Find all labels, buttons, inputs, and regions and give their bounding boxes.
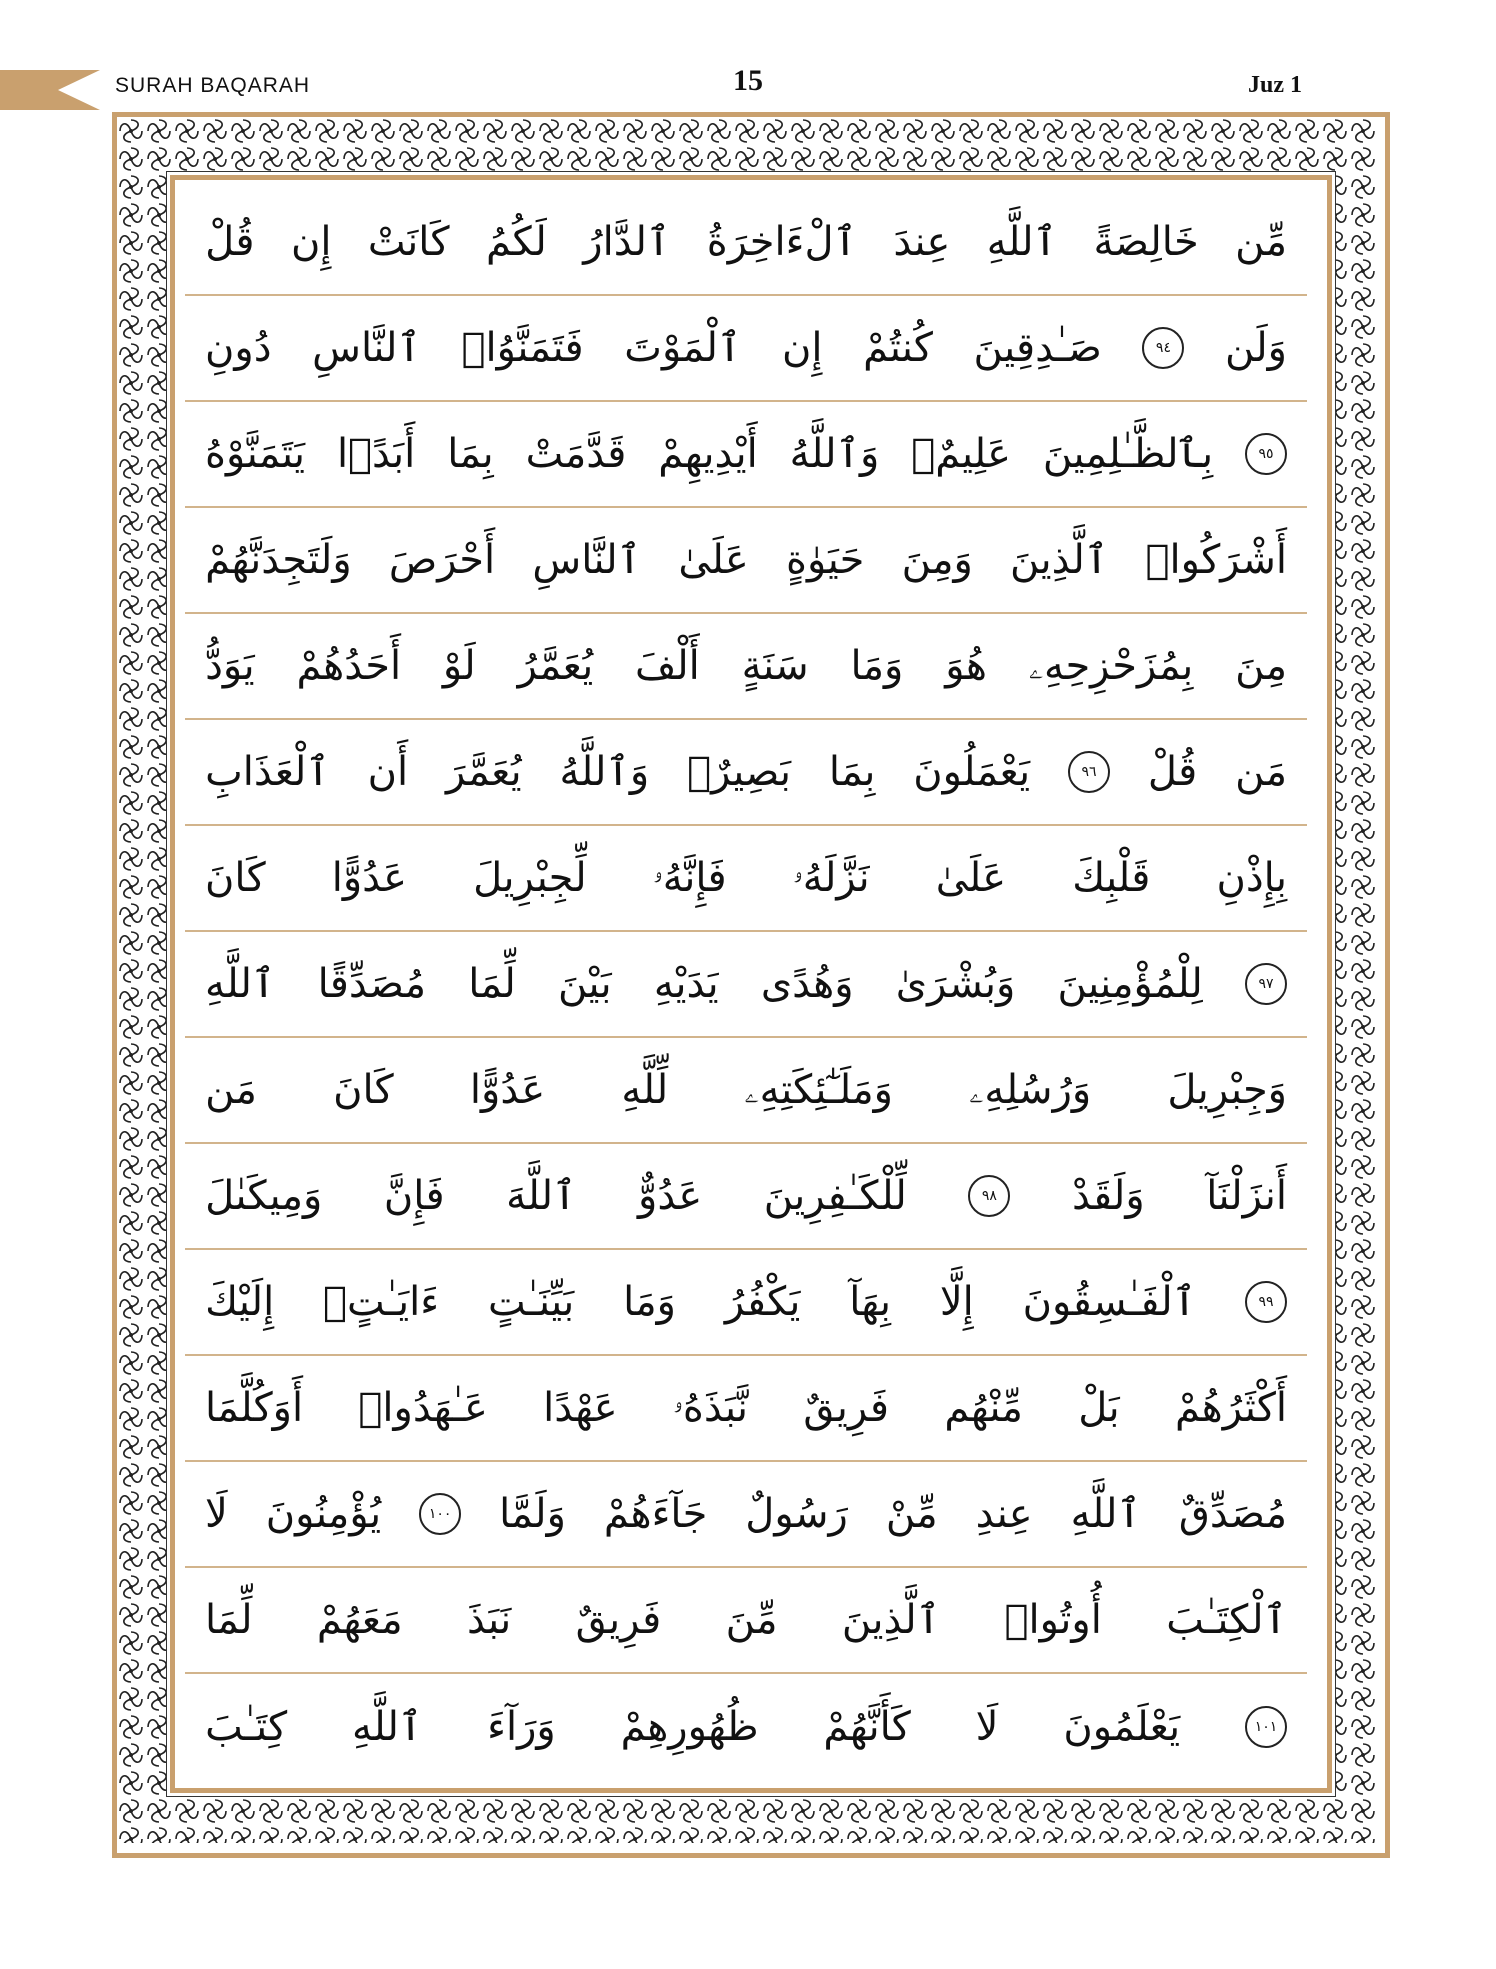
- verse-line: [185, 402, 1307, 508]
- verse-word: عَدُوًّا: [469, 1067, 546, 1113]
- verse-word: ءَايَـٰتٍۭ: [323, 1279, 440, 1325]
- verse-word: وَٱللَّهُ: [559, 749, 650, 795]
- verse-word: ٱلنَّاسِ: [312, 325, 421, 371]
- verse-word: يَكْفُرُ: [724, 1279, 801, 1325]
- verse-word: كَانَ: [333, 1067, 394, 1113]
- verse-word: مُصَدِّقٌ: [1178, 1491, 1287, 1537]
- verse-word: كُنتُمْ: [863, 325, 933, 371]
- verse-word: وَمِيكَىٰلَ: [205, 1173, 323, 1219]
- verse-word: كَانَتْ: [367, 219, 450, 265]
- verse-word: أَكْثَرُهُمْ: [1174, 1385, 1287, 1431]
- verse-word: ٱلْمَوْتَ: [624, 325, 742, 371]
- verse-line: [185, 1674, 1307, 1780]
- verse-word: وَجِبْرِيلَ: [1167, 1067, 1287, 1113]
- verse-word: وَلَن: [1225, 325, 1287, 371]
- ayah-number-marker: ٩٩: [1245, 1281, 1287, 1323]
- verse-word: حَيَوٰةٍ: [785, 537, 865, 583]
- verse-word: لِّمَا: [468, 961, 516, 1007]
- verse-word: صَـٰدِقِينَ: [973, 325, 1102, 371]
- verse-word: عَـٰهَدُوا۟: [358, 1385, 488, 1431]
- verse-word: عِندِ: [975, 1491, 1033, 1537]
- verse-word: أَبَدًۢا: [336, 431, 416, 477]
- ayah-number-marker: ٩٦: [1068, 751, 1110, 793]
- verse-word: بِإِذْنِ: [1216, 855, 1287, 901]
- verse-word: وَمَا: [850, 643, 904, 689]
- verse-line: [185, 1356, 1307, 1462]
- verse-word: وَلَقَدْ: [1071, 1173, 1145, 1219]
- verse-line: [185, 1144, 1307, 1250]
- verse-word: مِنَ: [1235, 643, 1287, 689]
- verse-word: أَحَدُهُمْ: [296, 643, 402, 689]
- verse-word: ٱلْعَذَابِ: [205, 749, 330, 795]
- juz-label: Juz 1: [1248, 72, 1302, 98]
- verse-word: مُصَدِّقًا: [317, 961, 427, 1007]
- verse-word: عَلِيمٌۢ: [911, 431, 1011, 477]
- ayah-number-marker: ١٠١: [1245, 1706, 1287, 1748]
- surah-title: SURAH BAQARAH: [115, 74, 311, 97]
- ayah-number-marker: ٩٨: [968, 1175, 1010, 1217]
- verse-word: بِمَا: [828, 749, 876, 795]
- verse-word: بِمَا: [447, 431, 494, 477]
- verse-word: وَمَلَـٰٓئِكَتِهِۦ: [744, 1067, 893, 1113]
- verse-line: [185, 1568, 1307, 1674]
- verse-line: [185, 720, 1307, 826]
- verse-word: إِن: [290, 219, 332, 265]
- verse-word: بَيِّنَـٰتٍ: [487, 1279, 575, 1325]
- verse-word: ٱللَّهِ: [1070, 1491, 1141, 1537]
- verse-word: أَشْرَكُوا۟: [1145, 537, 1287, 583]
- verse-lines: [185, 190, 1307, 1780]
- verse-word: ٱلنَّاسِ: [532, 537, 642, 583]
- verse-line: [185, 932, 1307, 1038]
- verse-word: كَانَ: [205, 855, 266, 901]
- verse-word: بَلْ: [1078, 1385, 1120, 1431]
- verse-word: قُلْ: [205, 219, 255, 265]
- verse-word: عَلَىٰ: [935, 855, 1007, 901]
- verse-word: ٱللَّهِ: [205, 961, 276, 1007]
- verse-word: جَآءَهُمْ: [603, 1491, 708, 1537]
- verse-word: عَلَىٰ: [678, 537, 749, 583]
- verse-word: يَوَدُّ: [205, 643, 255, 689]
- verse-word: مِّنْ: [885, 1491, 938, 1537]
- verse-word: كِتَـٰبَ: [205, 1704, 288, 1750]
- verse-word: يَعْمَلُونَ: [913, 749, 1031, 795]
- verse-word: أَحْرَصَ: [388, 537, 496, 583]
- verse-word: وَلَمَّا: [499, 1491, 566, 1537]
- verse-word: وَهُدًى: [760, 961, 854, 1007]
- verse-word: دُونِ: [205, 325, 272, 371]
- verse-word: وَمِنَ: [901, 537, 973, 583]
- verse-line: [185, 296, 1307, 402]
- verse-word: هُوَ: [945, 643, 987, 689]
- ayah-number-marker: ٩٧: [1245, 963, 1287, 1005]
- verse-word: وَلَتَجِدَنَّهُمْ: [205, 537, 352, 583]
- verse-word: نَبَذَ: [467, 1597, 512, 1643]
- verse-word: إِلَيْكَ: [205, 1279, 275, 1325]
- verse-word: ظُهُورِهِمْ: [620, 1704, 759, 1750]
- verse-word: لِّلْكَـٰفِرِينَ: [763, 1173, 907, 1219]
- verse-word: سَنَةٍ: [741, 643, 809, 689]
- verse-word: قَدَّمَتْ: [525, 431, 627, 477]
- verse-word: لِلْمُؤْمِنِينَ: [1057, 961, 1203, 1007]
- verse-word: يُعَمَّرَ: [446, 749, 522, 795]
- verse-word: لِّلَّهِ: [621, 1067, 669, 1113]
- verse-word: مَن: [1235, 749, 1287, 795]
- verse-word: مَعَهُمْ: [316, 1597, 403, 1643]
- verse-line: [185, 1250, 1307, 1356]
- verse-word: ٱلْءَاخِرَةُ: [706, 219, 857, 265]
- verse-word: مِّنَ: [725, 1597, 778, 1643]
- verse-word: ٱلَّذِينَ: [841, 1597, 941, 1643]
- verse-word: يُؤْمِنُونَ: [265, 1491, 382, 1537]
- verse-word: أَنزَلْنَآ: [1206, 1173, 1287, 1219]
- verse-word: ٱلَّذِينَ: [1010, 537, 1109, 583]
- verse-word: ٱلدَّارُ: [583, 219, 671, 265]
- verse-word: يَدَيْهِ: [653, 961, 719, 1007]
- verse-word: مِّن: [1235, 219, 1287, 265]
- verse-word: عَدُوٌّ: [638, 1173, 703, 1219]
- verse-word: عَدُوًّا: [331, 855, 407, 901]
- verse-word: فَرِيقٌ: [803, 1385, 890, 1431]
- verse-word: فَرِيقٌ: [575, 1597, 662, 1643]
- verse-line: [185, 508, 1307, 614]
- verse-word: لَا: [975, 1704, 999, 1750]
- ayah-number-marker: ٩٤: [1142, 327, 1184, 369]
- verse-word: لِّمَا: [205, 1597, 253, 1643]
- verse-word: أَوَكُلَّمَا: [205, 1385, 304, 1431]
- verse-word: وَرُسُلِهِۦ: [969, 1067, 1092, 1113]
- ayah-number-marker: ١٠٠: [419, 1493, 461, 1535]
- verse-line: [185, 1038, 1307, 1144]
- verse-word: يَتَمَنَّوْهُ: [205, 431, 306, 477]
- verse-word: ٱلْفَـٰسِقُونَ: [1022, 1279, 1197, 1325]
- verse-word: عَهْدًا: [543, 1385, 618, 1431]
- verse-word: فَإِنَّ: [383, 1173, 445, 1219]
- verse-word: لِّجِبْرِيلَ: [473, 855, 587, 901]
- verse-word: بِمُزَحْزِحِهِۦ: [1028, 643, 1194, 689]
- verse-word: ٱلْكِتَـٰبَ: [1166, 1597, 1287, 1643]
- verse-word: كَأَنَّهُمْ: [823, 1704, 911, 1750]
- verse-line: [185, 190, 1307, 296]
- verse-word: يُعَمَّرُ: [517, 643, 594, 689]
- verse-word: نَزَّلَهُۥ: [792, 855, 870, 901]
- verse-word: بِٱلظَّـٰلِمِينَ: [1042, 431, 1214, 477]
- verse-word: مِّنْهُم: [944, 1385, 1023, 1431]
- verse-word: يَعْلَمُونَ: [1063, 1704, 1181, 1750]
- verse-word: بِهَآ: [849, 1279, 891, 1325]
- verse-word: فَإِنَّهُۥ: [652, 855, 727, 901]
- verse-word: إِن: [781, 325, 823, 371]
- verse-word: إِلَّا: [939, 1279, 974, 1325]
- verse-word: وَٱللَّهُ: [789, 431, 880, 477]
- verse-word: بَصِيرٌۢ: [687, 749, 792, 795]
- verse-word: نَّبَذَهُۥ: [672, 1385, 749, 1431]
- verse-word: وَبُشْرَىٰ: [895, 961, 1016, 1007]
- verse-word: لَا: [205, 1491, 228, 1537]
- verse-word: ٱللَّهَ: [506, 1173, 577, 1219]
- page-number: 15: [733, 64, 763, 97]
- verse-word: لَوْ: [442, 643, 476, 689]
- verse-word: مَن: [205, 1067, 257, 1113]
- verse-word: أُوتُوا۟: [1004, 1597, 1102, 1643]
- verse-word: ٱللَّهِ: [352, 1704, 423, 1750]
- verse-line: [185, 826, 1307, 932]
- verse-word: أَيْدِيهِمْ: [658, 431, 758, 477]
- verse-word: لَكُمُ: [485, 219, 547, 265]
- verse-word: وَمَا: [623, 1279, 676, 1325]
- verse-word: أَلْفَ: [635, 643, 700, 689]
- ayah-number-marker: ٩٥: [1245, 433, 1287, 475]
- verse-word: وَرَآءَ: [487, 1704, 556, 1750]
- verse-line: [185, 614, 1307, 720]
- verse-word: فَتَمَنَّوُا۟: [461, 325, 584, 371]
- verse-word: رَسُولٌ: [745, 1491, 848, 1537]
- verse-word: عِندَ: [893, 219, 951, 265]
- verse-word: ٱللَّهِ: [986, 219, 1058, 265]
- verse-word: بَيْنَ: [557, 961, 612, 1007]
- verse-word: قُلْ: [1147, 749, 1198, 795]
- verse-word: أَن: [367, 749, 409, 795]
- verse-line: [185, 1462, 1307, 1568]
- verse-word: قَلْبِكَ: [1072, 855, 1151, 901]
- verse-word: خَالِصَةً: [1093, 219, 1199, 265]
